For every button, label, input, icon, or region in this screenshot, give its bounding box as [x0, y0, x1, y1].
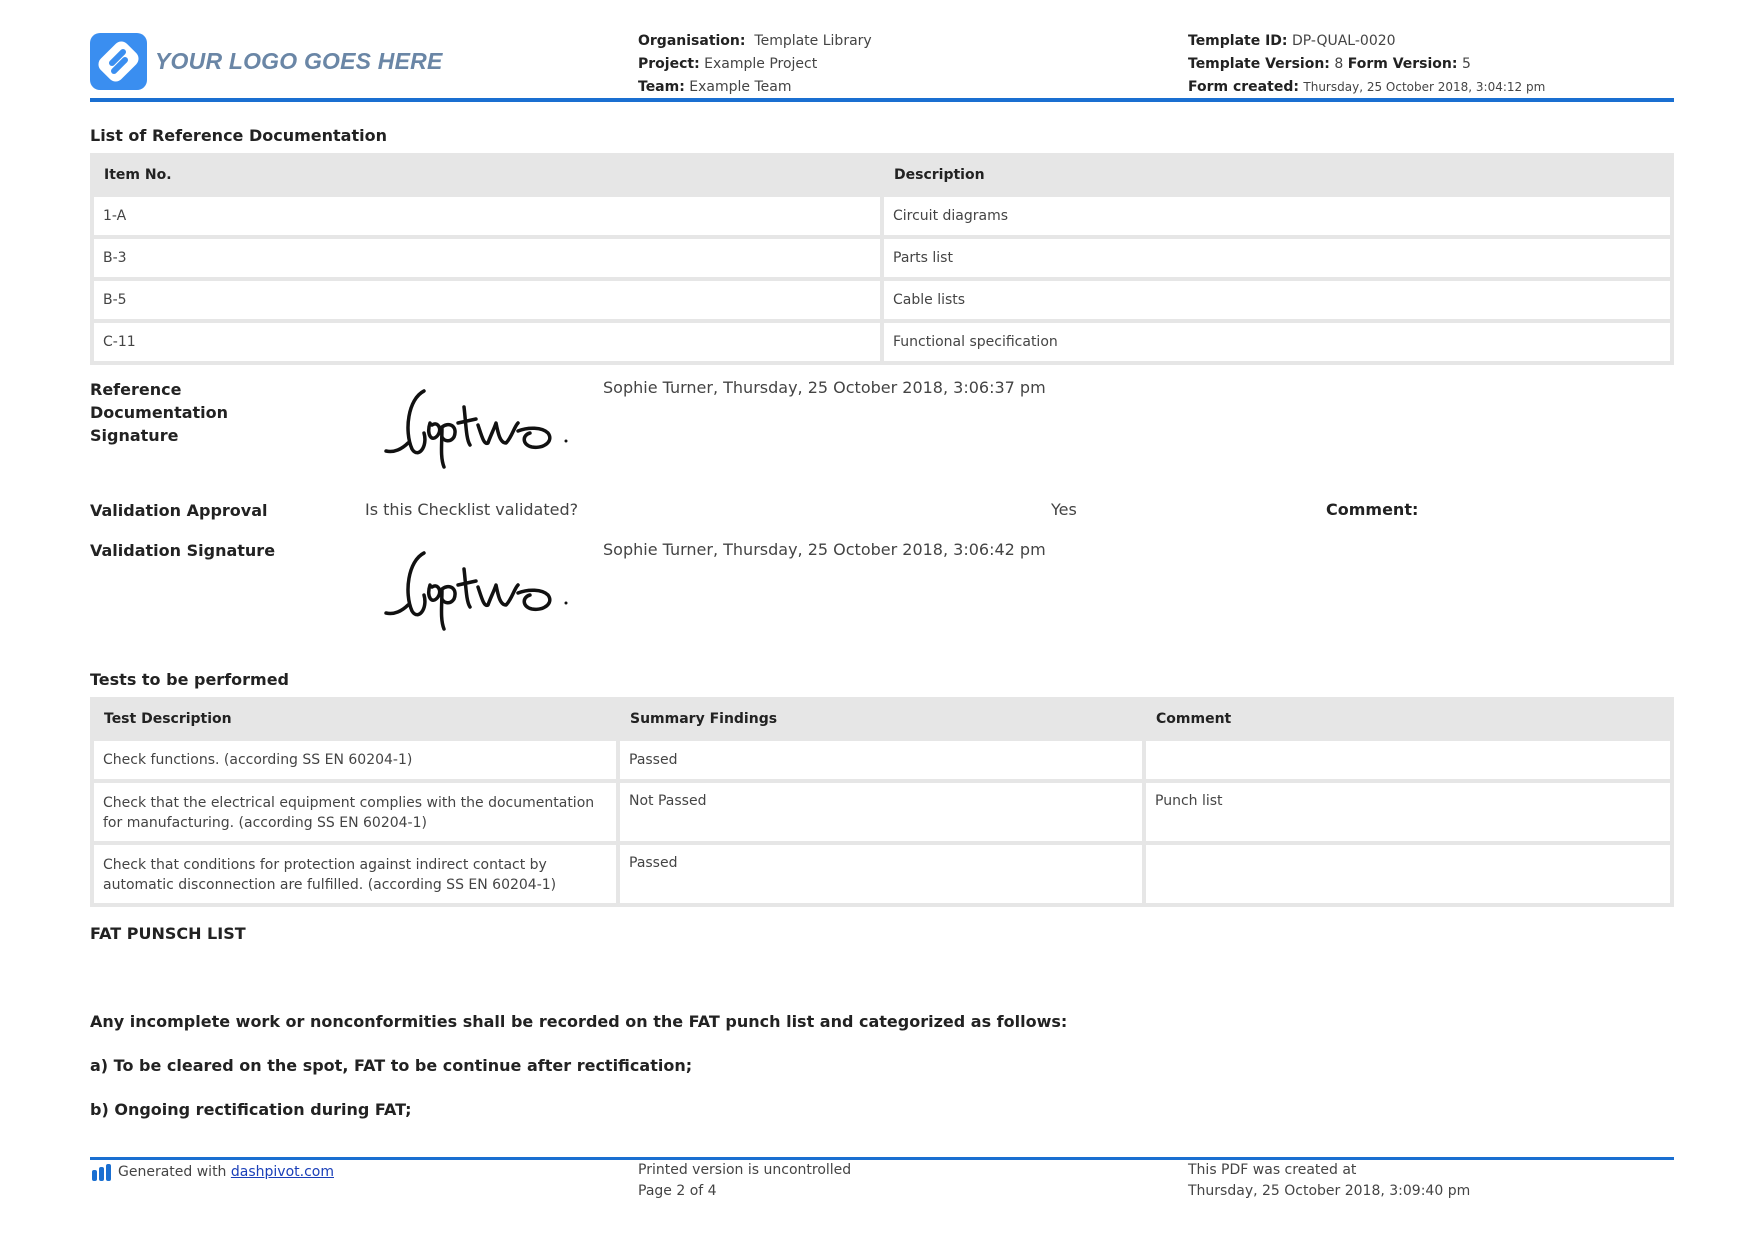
column-header: Comment [1144, 699, 1672, 739]
validation-comment-label: Comment: [1326, 500, 1419, 519]
header-meta-right [1188, 30, 1545, 99]
comment-cell [1144, 843, 1672, 905]
reference-docs-title: List of Reference Documentation [90, 126, 387, 145]
finding-cell: Passed [618, 843, 1144, 905]
reference-signature-image [378, 383, 578, 471]
table-header-row [92, 155, 1672, 195]
reference-docs-table [90, 153, 1674, 365]
test-description-cell: Check that conditions for protection against indirect contact by automatic disconnection are fulfilled. (according SS EN 60204-1) [92, 843, 618, 905]
item-number-cell: C-11 [92, 321, 882, 363]
version-line: Template Version: 8 Form Version: 5 [1188, 56, 1471, 72]
logo-icon [90, 33, 147, 90]
table-row [92, 321, 1672, 363]
pdf-created-value: Thursday, 25 October 2018, 3:09:40 pm [1188, 1183, 1471, 1199]
finding-cell: Passed [618, 739, 1144, 781]
item-number-cell: B-5 [92, 279, 882, 321]
reference-signature-label: Reference Documentation Signature [90, 380, 229, 445]
comment-cell: Punch list [1144, 781, 1672, 843]
punch-list-item-a: a) To be cleared on the spot, FAT to be continue after rectification; [90, 1056, 693, 1075]
validation-approval-label: Validation Approval [90, 501, 268, 520]
uncontrolled-notice: Printed version is uncontrolled [638, 1162, 852, 1178]
test-description-cell: Check that the electrical equipment complies with the documentation for manufacturing. (according SS EN 60204-1) [92, 781, 618, 843]
header-meta-center [638, 30, 872, 99]
dashpivot-link[interactable]: dashpivot.com [230, 1164, 334, 1180]
validation-signature-signer: Sophie Turner, Thursday, 25 October 2018, 3:06:42 pm [603, 540, 1046, 559]
punch-list-intro: Any incomplete work or nonconformities shall be recorded on the FAT punch list and categorized as follows: [90, 1012, 1068, 1031]
validation-signature-image [378, 545, 578, 633]
reference-signature-signer: Sophie Turner, Thursday, 25 October 2018, 3:06:37 pm [603, 378, 1046, 397]
footer-center [638, 1160, 851, 1202]
footer-right [1188, 1160, 1470, 1202]
description-cell: Cable lists [882, 279, 1672, 321]
table-row [92, 237, 1672, 279]
column-header: Test Description [92, 699, 618, 739]
table-header-row [92, 699, 1672, 739]
validation-question: Is this Checklist validated? [365, 500, 579, 519]
test-description-cell: Check functions. (according SS EN 60204-1) [92, 739, 618, 781]
punch-list-item-b: b) Ongoing rectification during FAT; [90, 1100, 412, 1119]
header-divider [90, 98, 1674, 102]
column-header: Description [882, 155, 1672, 195]
tests-table [90, 697, 1674, 907]
finding-cell: Not Passed [618, 781, 1144, 843]
description-cell: Parts list [882, 237, 1672, 279]
table-row [92, 279, 1672, 321]
document-page [90, 0, 1674, 1240]
comment-cell [1144, 739, 1672, 781]
validation-answer: Yes [1051, 500, 1077, 519]
organisation-line: Organisation: Template Library [638, 33, 872, 49]
logo-text: YOUR LOGO GOES HERE [155, 48, 443, 74]
table-row [92, 843, 1672, 905]
punch-list-title: FAT PUNSCH LIST [90, 924, 246, 943]
description-cell: Circuit diagrams [882, 195, 1672, 237]
pdf-created-label: This PDF was created at [1188, 1162, 1357, 1178]
validation-signature-label: Validation Signature [90, 541, 276, 560]
table-row [92, 195, 1672, 237]
item-number-cell: 1-A [92, 195, 882, 237]
item-number-cell: B-3 [92, 237, 882, 279]
column-header: Summary Findings [618, 699, 1144, 739]
column-header: Item No. [92, 155, 882, 195]
team-line: Team: Example Team [638, 79, 792, 95]
dashpivot-icon [90, 1162, 114, 1182]
template-id-line: Template ID: DP-QUAL-0020 [1188, 33, 1396, 49]
table-row [92, 739, 1672, 781]
table-row [92, 781, 1672, 843]
description-cell: Functional specification [882, 321, 1672, 363]
form-created-line: Form created: Thursday, 25 October 2018, 3:04:12 pm [1188, 79, 1546, 95]
tests-title: Tests to be performed [90, 670, 290, 689]
page-header [90, 30, 1674, 102]
project-line: Project: Example Project [638, 56, 818, 72]
generated-with-text: Generated with [118, 1164, 227, 1180]
page-number: Page 2 of 4 [638, 1183, 717, 1199]
footer-generated [90, 1162, 334, 1183]
